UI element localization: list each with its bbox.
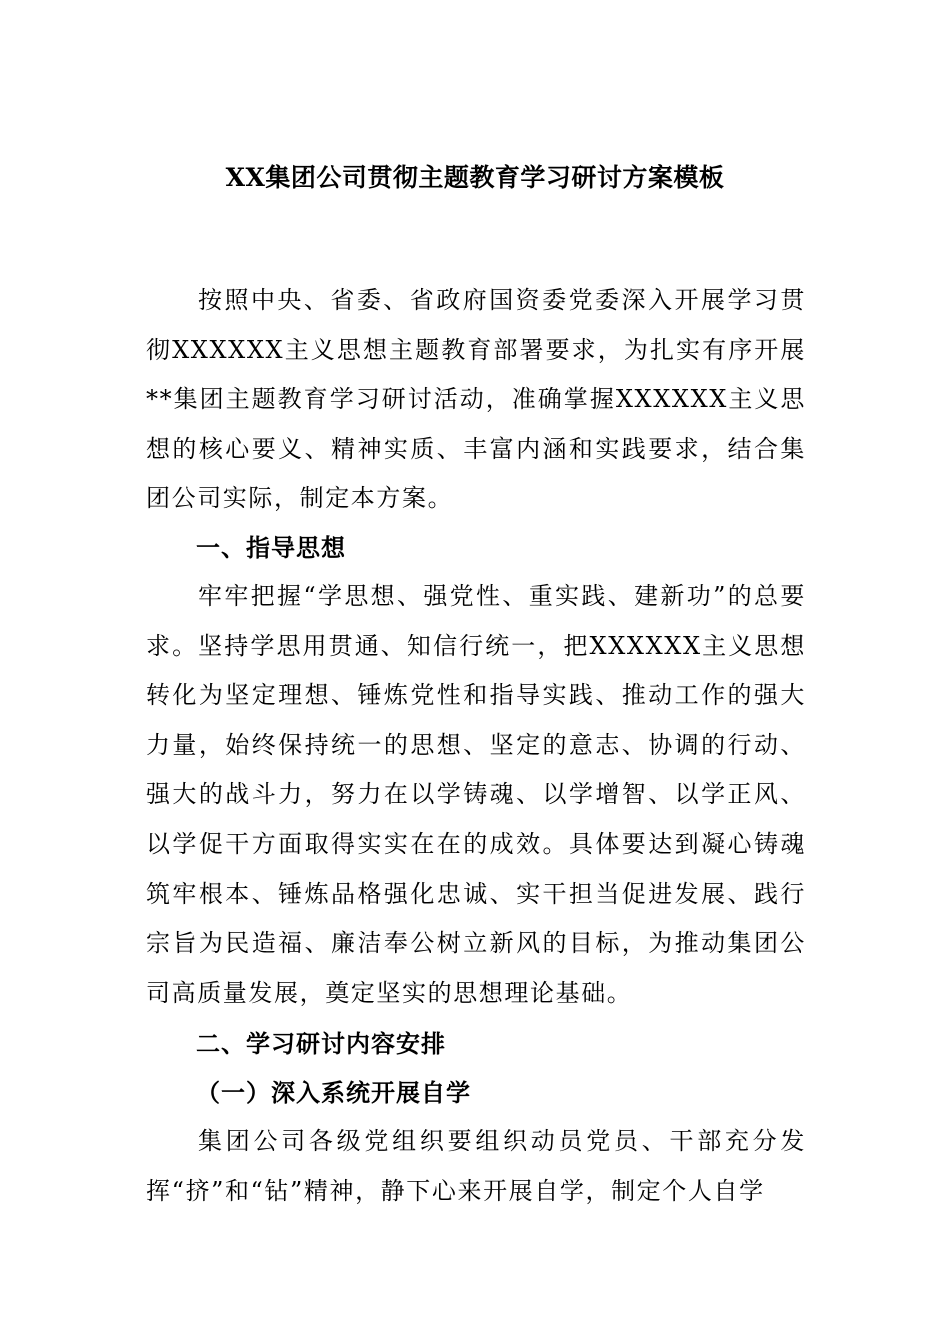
section-heading-guiding-ideology: 一、指导思想 <box>196 533 346 562</box>
guiding-ideology-paragraph: 牢牢把握“学思想、强党性、重实践、建新功”的总要求。坚持学思用贯通、知信行统一，把XXXXXX主义思想转化为坚定理想、锤炼党性和指导实践、推动工作的强大力量，始终保持统一的思想、坚定的意志、协调的行动、强大的战斗力，努力在以学铸魂、以学增智、以学正风、以学促干方面取得实实在在的成效。具体要达到凝心铸魂筑牢根本、锤炼品格强化忠诚、实干担当促进发展、践行宗旨为民造福、廉洁奉公树立新风的目标，为推动集团公司高质量发展，奠定坚实的思想理论基础。 <box>146 582 806 1007</box>
subsection-heading-self-study: （一）深入系统开展自学 <box>196 1078 471 1107</box>
self-study-paragraph: 集团公司各级党组织要组织动员党员、干部充分发挥“挤”和“钻”精神，静下心来开展自学，制定个人自学 <box>146 1127 806 1205</box>
document-title: XX集团公司贯彻主题教育学习研讨方案模板 <box>225 163 725 192</box>
intro-paragraph: 按照中央、省委、省政府国资委党委深入开展学习贯彻XXXXXX主义思想主题教育部署要求，为扎实有序开展**集团主题教育学习研讨活动，准确掌握XXXXXX主义思想的核心要义、精神实质、丰富内涵和实践要求，结合集团公司实际，制定本方案。 <box>146 286 806 513</box>
section-heading-study-arrangement: 二、学习研讨内容安排 <box>196 1029 446 1058</box>
